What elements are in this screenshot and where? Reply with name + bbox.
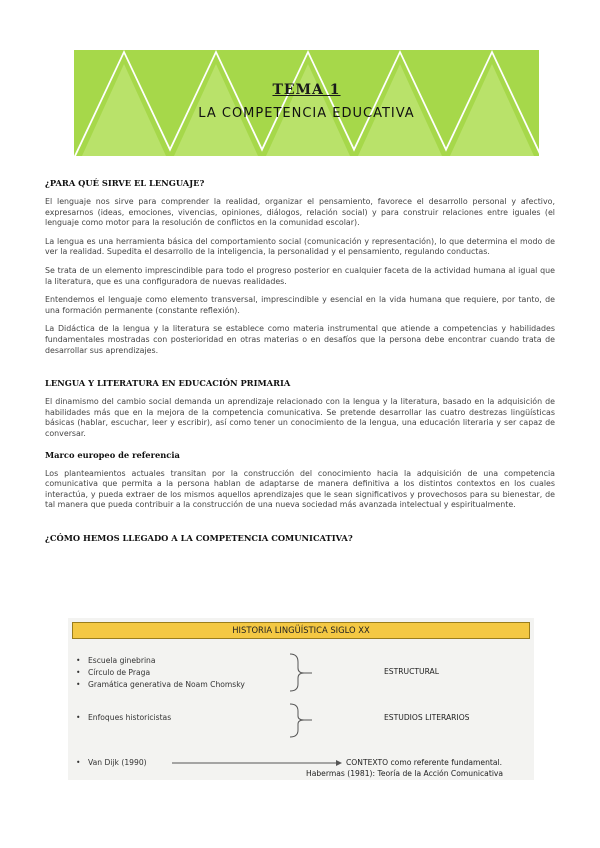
section-heading-competencia-comunicativa: ¿CÓMO HEMOS LLEGADO A LA COMPETENCIA COMUNICATIVA?	[45, 532, 353, 543]
section-heading-marco-europeo: Marco europeo de referencia	[45, 449, 180, 460]
paragraph: Entendemos el lenguaje como elemento transversal, imprescindible y esencial en la vida humana que requiere, por tanto, de una formación permanente (constante reflexión).	[45, 295, 555, 315]
figure-item: Van Dijk (1990)	[88, 758, 147, 767]
figure-label-literary: ESTUDIOS LITERARIOS	[384, 713, 470, 722]
section-heading-para-que: ¿PARA QUÉ SIRVE EL LENGUAJE?	[45, 178, 205, 188]
figure-item: Círculo de Praga	[88, 668, 151, 677]
title-banner	[74, 50, 539, 156]
paragraph: Los planteamientos actuales transitan por la construcción del conocimiento hacia la adquisición de una competencia comunicativa que permita a la persona hablan de adaptarse de manera definitiva a los distintos contextos en los cuales interactúa, y pueda extraer de los mismos aquellos aprendizajes que le sean significativos y provechosos para su bienestar, de tal manera que pueda contribuir a la construcción de una nueva sociedad más avanzada intelectual y espiritualmente.	[45, 468, 555, 510]
figure-label-context: CONTEXTO como referente fundamental.	[346, 758, 503, 767]
figure-item: Enfoques historicistas	[88, 713, 172, 722]
triangle-pattern	[74, 50, 539, 156]
bullet-icon: •	[76, 713, 81, 722]
paragraph: El dinamismo del cambio social demanda un aprendizaje relacionado con la lengua y la literatura, basado en la adquisición de habilidades más que en la mejora de la competencia comunicativa. Se pretende desarrollar las cuatro destrezas lingüísticas básicas (hablar, escuchar, leer y escribir), así como tener un conocimiento de la lengua, una educación literaria y ser capaz de conversar.	[45, 397, 555, 438]
bullet-icon: •	[76, 758, 81, 767]
figure-item: Escuela ginebrina	[88, 656, 156, 665]
linguistic-history-figure	[68, 618, 534, 780]
paragraph: El lenguaje nos sirve para comprender la realidad, organizar el pensamiento, favorece el desarrollo personal y afectivo, expresarnos (ideas, emociones, vivencias, opiniones, diálogos, relación social) y para construir relaciones entre iguales (el lenguaje como motor para la resolución de conflictos en la comunidad escolar).	[45, 197, 555, 228]
paragraph: La lengua es una herramienta básica del comportamiento social (comunicación y representación), lo que determina el modo de ver la realidad. Supedita el desarrollo de la inteligencia, la personalidad y el pensamiento, regulando conductas.	[45, 236, 555, 257]
paragraph: La Didáctica de la lengua y la literatura se establece como materia instrumental que atiende a competencias y habilidades fundamentales mostradas con posterioridad en otras materias o en desafíos que la persona debe encontrar cuando trata de desarrollar sus aprendizajes.	[45, 324, 555, 355]
figure-label-structural: ESTRUCTURAL	[384, 667, 439, 676]
document-title: TEMA 1	[272, 82, 341, 98]
document-body	[45, 178, 555, 552]
bullet-icon: •	[76, 680, 81, 689]
figure-connectors	[68, 618, 534, 780]
paragraph: Se trata de un elemento imprescindible para todo el progreso posterior en cualquier faceta de la actividad humana al igual que la literatura, que es una configuradora de nuevas realidades.	[45, 265, 555, 286]
document-subtitle: LA COMPETENCIA EDUCATIVA	[198, 106, 415, 121]
bullet-icon: •	[76, 668, 81, 677]
section-heading-lengua-literatura: LENGUA Y LITERATURA EN EDUCACIÓN PRIMARIA	[45, 378, 291, 389]
bullet-icon: •	[76, 656, 81, 665]
figure-item: Gramática generativa de Noam Chomsky	[88, 680, 245, 689]
figure-title: HISTORIA LINGÜÍSTICA SIGLO XX	[72, 622, 530, 639]
figure-label-habermas: Habermas (1981): Teoría de la Acción Comunicativa	[306, 769, 504, 778]
arrow-head-icon	[336, 760, 342, 766]
